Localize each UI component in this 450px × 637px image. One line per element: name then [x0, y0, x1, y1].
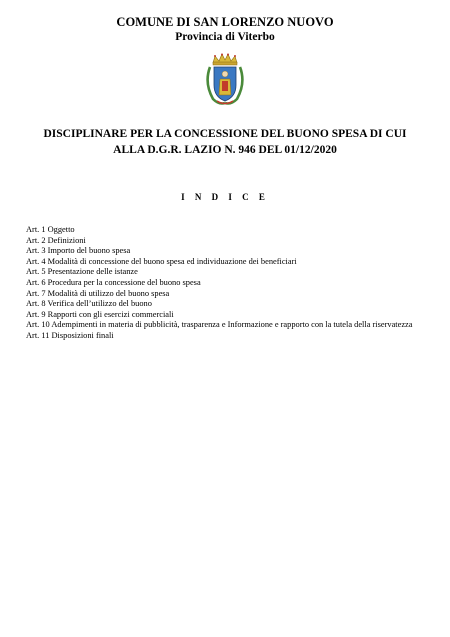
- coat-of-arms-icon: [203, 53, 247, 107]
- document-title: [10, 126, 440, 158]
- toc-item: Art. 1 Oggetto: [26, 225, 75, 234]
- toc-item: Art. 11 Disposizioni finali: [26, 330, 114, 340]
- provincia-name: Provincia di Viterbo: [175, 31, 275, 43]
- comune-name: COMUNE DI SAN LORENZO NUOVO: [116, 15, 334, 29]
- toc-item: Art. 10 Adempimenti in materia di pubblicità, trasparenza e Informazione e rapporto con la tutela della riservatezza: [26, 320, 413, 330]
- toc-item: Art. 8 Verifica dell’utilizzo del buono: [26, 299, 152, 309]
- index-heading: I N D I C E: [181, 192, 269, 202]
- title-line-2: ALLA D.G.R. LAZIO N. 946 DEL 01/12/2020: [113, 144, 337, 156]
- toc-item: Art. 3 Importo del buono spesa: [26, 246, 131, 256]
- table-of-contents: [26, 225, 430, 342]
- toc-item: Art. 9 Rapporti con gli esercizi commerciali: [26, 309, 174, 319]
- toc-item: Art. 4 Modalità di concessione del buono spesa ed individuazione dei beneficiari: [26, 256, 297, 266]
- document-header: [0, 15, 450, 45]
- toc-item: Art. 5 Presentazione delle istanze: [26, 267, 138, 277]
- toc-item: Art. 7 Modalità di utilizzo del buono spesa: [26, 288, 170, 298]
- toc-item: Art. 6 Procedura per la concessione del buono spesa: [26, 277, 201, 287]
- title-line-1: DISCIPLINARE PER LA CONCESSIONE DEL BUONO SPESA DI CUI: [43, 128, 407, 140]
- toc-item: Art. 2 Definizioni: [26, 235, 86, 245]
